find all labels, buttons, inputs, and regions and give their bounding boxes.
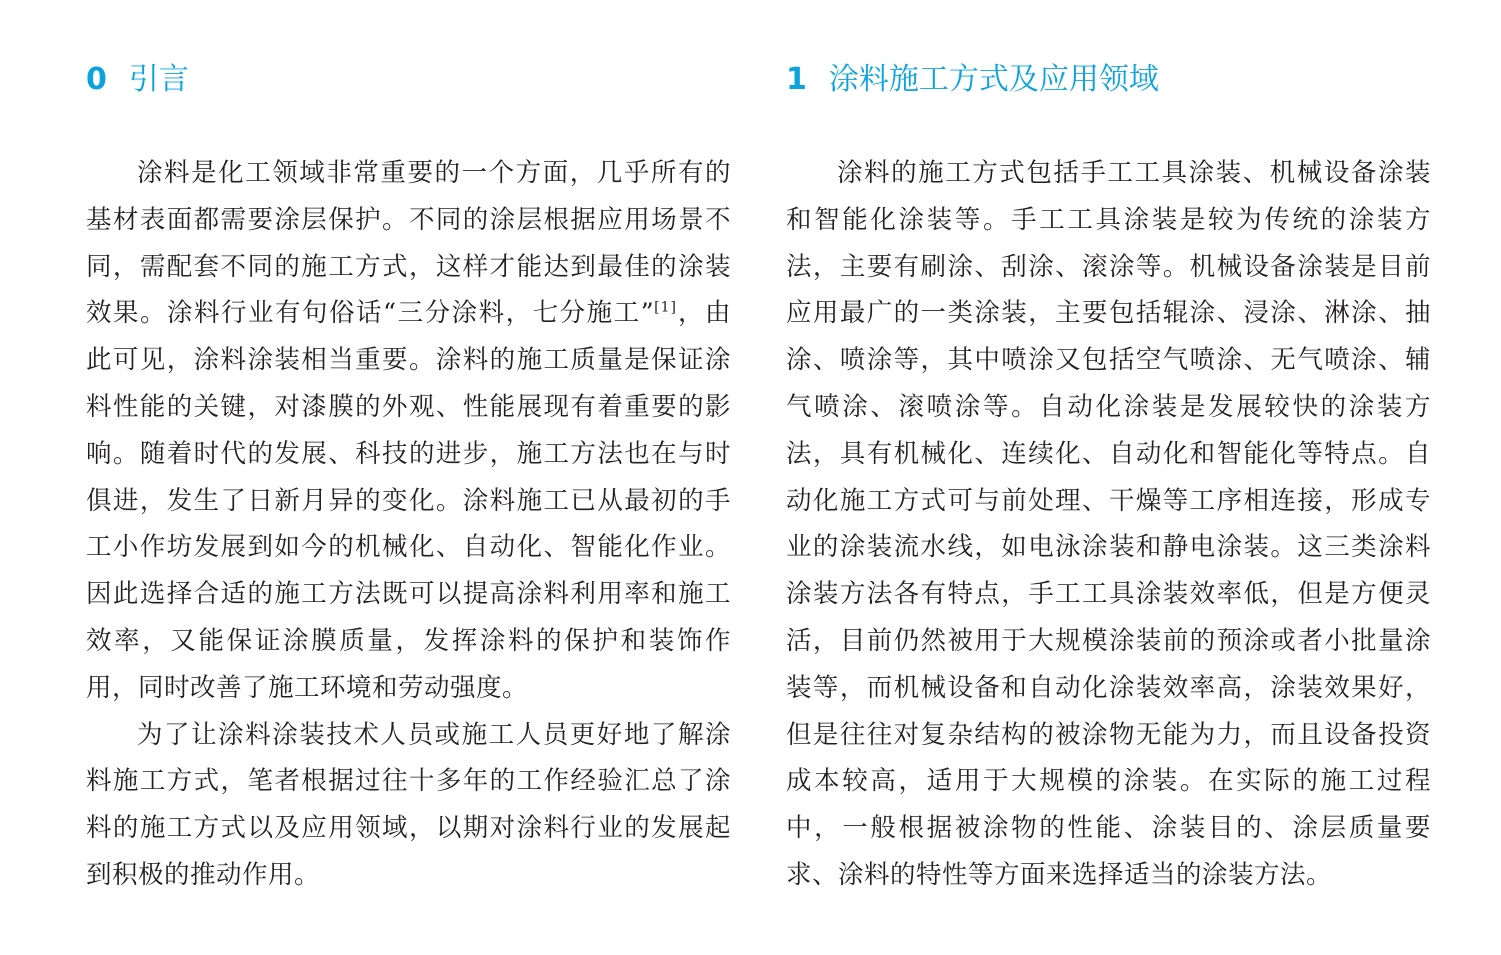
section-heading-application <box>786 56 1431 104</box>
paragraph <box>86 150 731 712</box>
section-title: 涂料施工方式及应用领域 <box>828 62 1159 97</box>
right-column <box>786 56 1431 899</box>
paragraph-text: ，由此可见，涂料涂装相当重要。涂料的施工质量是保证涂料性能的关键，对漆膜的外观、性能展现有着重要的影响。随着时代的发展、科技的进步，施工方法也在与时俱进，发生了日新月异的变化。涂料施工已从最初的手工小作坊发展到如今的机械化、自动化、智能化作业。因此选择合适的施工方法既可以提高涂料利用率和施工效率，又能保证涂膜质量，发挥涂料的保护和装饰作用，同时改善了施工环境和劳动强度。 <box>86 298 731 703</box>
section-number: 0 <box>86 62 107 97</box>
citation-ref[interactable]: [1] <box>654 299 677 316</box>
paragraph: 为了让涂料涂装技术人员或施工人员更好地了解涂料施工方式，笔者根据过往十多年的工作经验汇总了涂料的施工方式以及应用领域，以期对涂料行业的发展起到积极的推动作用。 <box>86 719 731 890</box>
left-column <box>86 56 731 899</box>
section-heading-introduction <box>86 56 731 104</box>
paragraph: 涂料的施工方式包括手工工具涂装、机械设备涂装和智能化涂装等。手工工具涂装是较为传统的涂装方法，主要有刷涂、刮涂、滚涂等。机械设备涂装是目前应用最广的一类涂装，主要包括辊涂、浸涂、淋涂、抽涂、喷涂等，其中喷涂又包括空气喷涂、无气喷涂、辅气喷涂、滚喷涂等。自动化涂装是发展较快的涂装方法，具有机械化、连续化、自动化和智能化等特点。自动化施工方式可与前处理、干燥等工序相连接，形成专业的涂装流水线，如电泳涂装和静电涂装。这三类涂料涂装方法各有特点，手工工具涂装效率低，但是方便灵活，目前仍然被用于大规模涂装前的预涂或者小批量涂装等，而机械设备和自动化涂装效率高，涂装效果好，但是往往对复杂结构的被涂物无能为力，而且设备投资成本较高，适用于大规模的涂装。在实际的施工过程中，一般根据被涂物的性能、涂装目的、涂层质量要求、涂料的特性等方面来选择适当的涂装方法。 <box>786 158 1431 890</box>
section-number: 1 <box>786 62 807 97</box>
section-body <box>86 150 731 899</box>
section-body <box>786 150 1431 899</box>
section-title: 引言 <box>128 62 189 97</box>
paragraph-text: 涂料是化工领域非常重要的一个方面，几乎所有的基材表面都需要涂层保护。不同的涂层根据应用场景不同，需配套不同的施工方式，这样才能达到最佳的涂装效果。涂料行业有句俗话“三分涂料，七分施工” <box>86 158 731 329</box>
